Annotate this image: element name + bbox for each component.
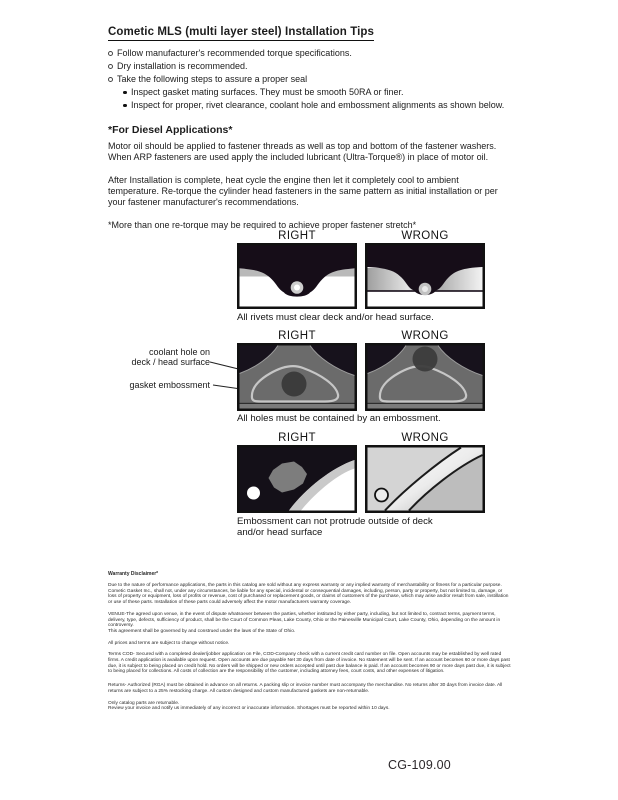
coolant-hole-caption: All holes must be contained by an embossment. [237, 413, 441, 424]
bullet-text: Follow manufacturer's recommended torque specifications. [117, 48, 352, 58]
bullet-text: Dry installation is recommended. [117, 61, 248, 71]
terms-cod-paragraph: Terms COD- Secured with a completed dealer/jobber application on File, COD-Company check with a current credit card number on file. Open accounts may be established by well rated firms. A credit application is available upon request. Open accounts are due payable Net 30 days from date of invoice. No statement will be sent. If an account becomes 60 or more days past due, it is subject to being placed on credit hold. No orders will be shipped or new orders accepted until past due balance is paid. If an account becomes 90 or more days past due, it is subject to being placed for collections. All costs of collection are the responsibility of the customer, including attorney fees, court costs, and other expenses of litigation. [108, 652, 511, 675]
installation-tips-section [108, 22, 512, 243]
right-header: RIGHT [278, 230, 316, 242]
coolant-hole-wrong-diagram [365, 343, 485, 411]
rivet-wrong-diagram [365, 243, 485, 309]
page-title: Cometic MLS (multi layer steel) Installation Tips [108, 26, 374, 41]
wrong-header: WRONG [401, 432, 449, 444]
catalog-parts-line: Only catalog parts are returnable. [108, 700, 180, 706]
warranty-disclaimer-section [108, 571, 512, 718]
bullet-text: Take the following steps to assure a proper seal [117, 74, 308, 84]
diesel-paragraph-2: After Installation is complete, heat cycle the engine then let it completely cool to ambient temperature. Re-torque the cylinder head fasteners in the same pattern as initial installation or per your fastener manufacturer's recommendations. [108, 175, 498, 207]
tips-list [108, 48, 512, 111]
returns-paragraph: Returns- Authorized (RGA) must be obtained in advance on all returns. A packing slip or invoice number must accompany the merchandise. No returns after 30 days from invoice date. All returns are subject to a 25% restocking charge. All custom designed and custom manufactured gaskets are non-returnable. [108, 683, 503, 694]
list-item [122, 87, 512, 98]
page-code: CG-109.00 [388, 758, 451, 772]
rivet-right-diagram [237, 243, 357, 309]
rivet-caption: All rivets must clear deck and/or head surface. [237, 312, 434, 323]
coolant-hole-label: coolant hole on deck / head surface [131, 347, 210, 367]
venue-paragraph: VENUE-The agreed upon venue, in the event of dispute whatsoever between the parties, whether instituted by either party, including, but not limited to, contract terms, payment terms, delivery, type, defects, sufficiency of product, shall be the Court of Common Pleas, Lake County, Ohio or the Painesville Municipal Court, Lake County, Ohio, depending on the amount in controversy. [108, 611, 501, 629]
governing-law-line: This agreement shall be governed by and construed under the laws of the State of Ohio. [108, 628, 296, 634]
filled-bullet-icon [123, 104, 127, 108]
list-item [108, 74, 512, 85]
open-bullet-icon [108, 51, 113, 56]
open-bullet-icon [108, 64, 113, 69]
gasket-embossment-label: gasket embossment [129, 380, 210, 390]
diesel-applications-heading: *For Diesel Applications* [108, 124, 233, 136]
wrong-header: WRONG [401, 230, 449, 242]
embossment-wrong-diagram [365, 445, 485, 513]
prices-terms-line: All prices and terms are subject to change without notice. [108, 640, 230, 646]
diesel-paragraph-1: Motor oil should be applied to fastener threads as well as top and bottom of the fastener washers. When ARP fasteners are used apply the included lubricant (Ultra-Torque®) in place of motor oil. [108, 141, 497, 162]
right-header: RIGHT [278, 330, 316, 342]
bullet-text: Inspect for proper, rivet clearance, coolant hole and embossment alignments as shown below. [131, 100, 505, 110]
retorque-note: *More than one re-torque may be required to achieve proper fastener stretch* [108, 220, 417, 230]
filled-bullet-icon [123, 91, 127, 95]
embossment-right-diagram [237, 445, 357, 513]
wrong-header: WRONG [401, 330, 449, 342]
right-header: RIGHT [278, 432, 316, 444]
list-item [108, 48, 512, 59]
coolant-hole-right-diagram [237, 343, 357, 411]
embossment-caption: Embossment can not protrude outside of deck and/or head surface [237, 516, 433, 538]
open-bullet-icon [108, 77, 113, 82]
list-item [122, 100, 512, 111]
review-invoice-line: Review your invoice and notify us immediately of any incorrect or inaccurate information. Shortages must be reported within 10 days. [108, 706, 390, 712]
list-item [108, 61, 512, 72]
warranty-heading: Warranty Disclaimer* [108, 571, 159, 577]
bullet-text: Inspect gasket mating surfaces. They must be smooth 50RA or finer. [131, 87, 404, 97]
warranty-paragraph: Due to the nature of performance applications, the parts in this catalog are sold without any express warranty or any implied warranty of merchantability or fitness for a particular purpose. Cometic Gasket Inc., shall not, under any circumstances, be liable for any special, incidental or consequential damages, including, person, party or property, but not limited to, damage, or loss of property or equipment, loss of profits or revenue, cost of purchased or replacement goods, or claims of customers of the purchase, which may arise and/or result from sale, instillation or use of these parts. Installation of these parts could adversely affect the motor manufacturers warranty coverage. [108, 583, 509, 606]
